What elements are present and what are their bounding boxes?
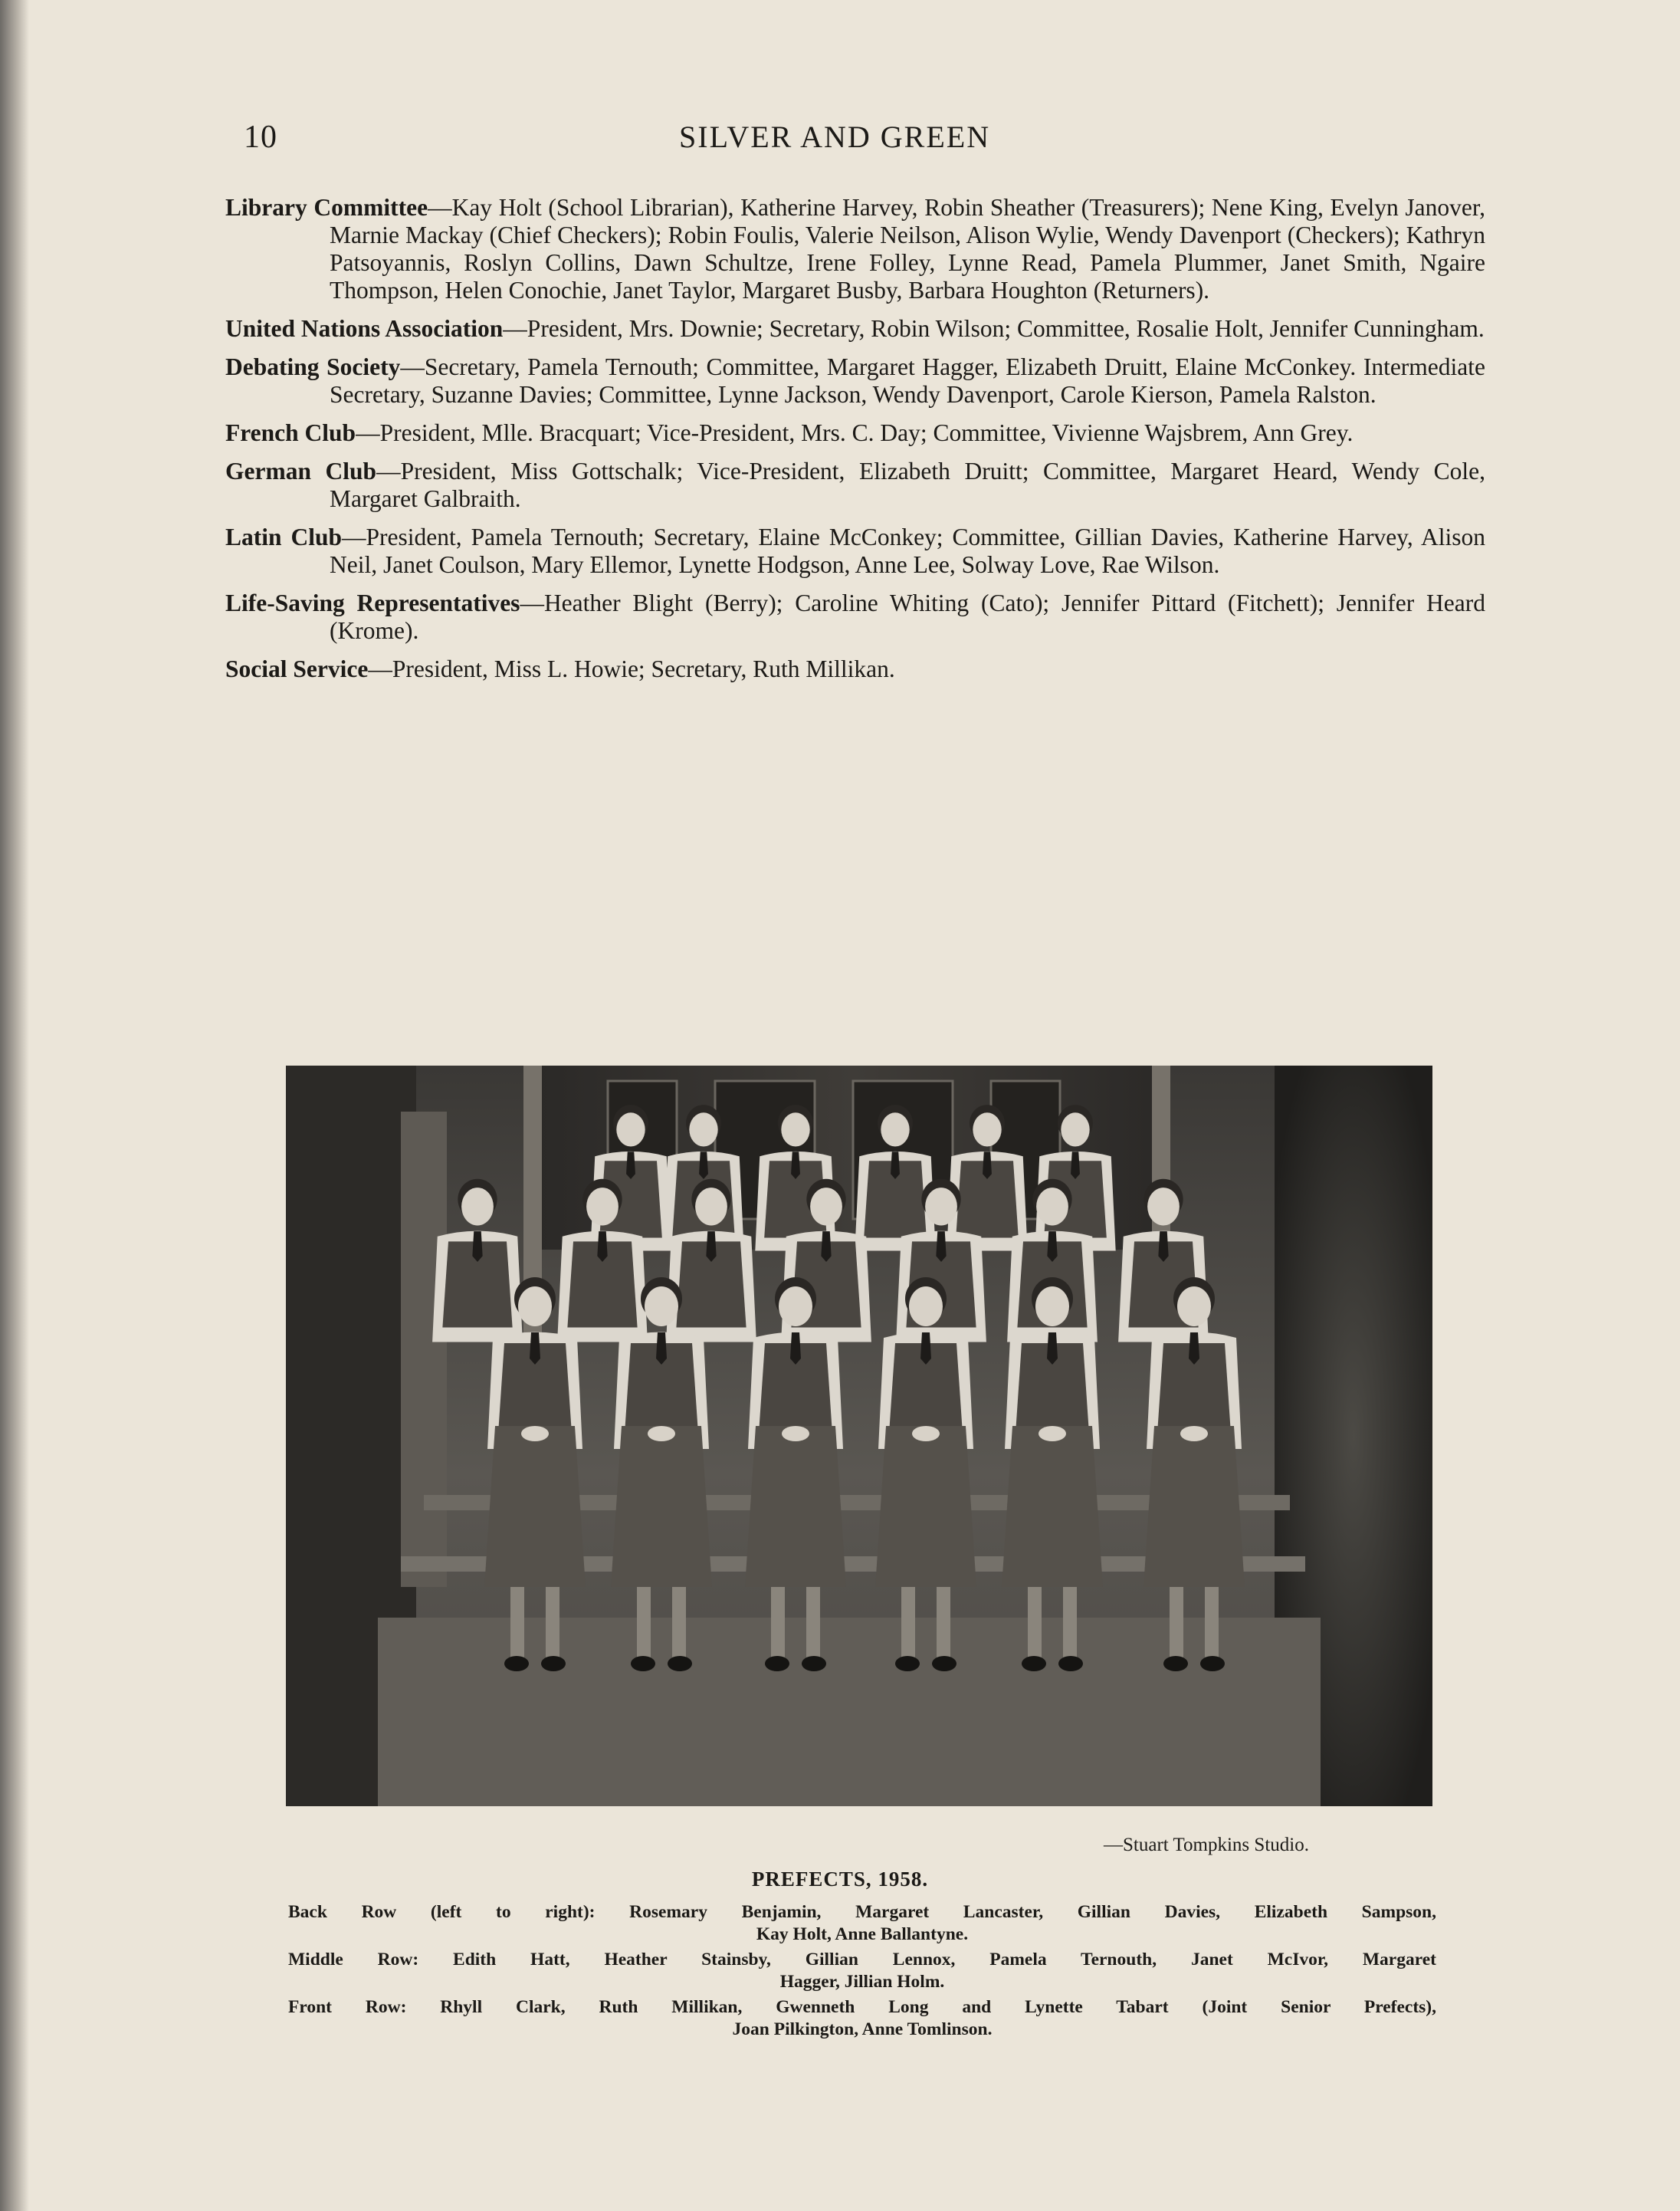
- entry-social-service: [225, 655, 1485, 683]
- entry-text: —President, Mrs. Downie; Secretary, Robin Wilson; Committee, Rosalie Holt, Jennifer Cunningham.: [503, 315, 1485, 342]
- entry-label: French Club: [225, 419, 356, 446]
- entry-label: German Club: [225, 458, 377, 485]
- entry-debating-society: [225, 353, 1485, 409]
- entry-label: Latin Club: [225, 524, 343, 550]
- entry-text: —President, Miss L. Howie; Secretary, Ruth Millikan.: [368, 655, 895, 682]
- caption-line: Back Row (left to right): Rosemary Benjamin, Margaret Lancaster, Gillian Davies, Elizabeth Sampson,: [288, 1902, 1436, 1922]
- entry-text: —President, Pamela Ternouth; Secretary, Elaine McConkey; Committee, Gillian Davies, Katherine Harvey, Alison Neil, Janet Coulson, Mary Ellemor, Lynette Hodgson, Anne Lee, Solway Love, Rae Wilson.: [330, 524, 1485, 578]
- prefects-group-photo: [286, 1066, 1432, 1806]
- entry-library-committee: [225, 194, 1485, 304]
- caption-title: PREFECTS, 1958.: [751, 1868, 929, 1891]
- entry-label: United Nations Association: [225, 315, 504, 342]
- caption-line: Hagger, Jillian Holm.: [779, 1972, 945, 1992]
- running-header: [0, 119, 1680, 165]
- entry-label: Life-Saving Representatives: [225, 590, 520, 616]
- photo-caption: [288, 1901, 1436, 2044]
- entry-latin-club: [225, 524, 1485, 579]
- entry-text: —President, Mlle. Bracquart; Vice-President, Mrs. C. Day; Committee, Vivienne Wajsbrem, Ann Grey.: [356, 419, 1354, 446]
- caption-line: Kay Holt, Anne Ballantyne.: [756, 1924, 969, 1944]
- entry-text: —Heather Blight (Berry); Caroline Whiting (Cato); Jennifer Pittard (Fitchett); Jennifer Heard (Krome).: [330, 590, 1485, 644]
- caption-line: Front Row: Rhyll Clark, Ruth Millikan, Gwenneth Long and Lynette Tabart (Joint Senior Prefects),: [288, 1997, 1436, 2017]
- page-number: 10: [244, 120, 277, 155]
- entry-text: —President, Miss Gottschalk; Vice-President, Elizabeth Druitt; Committee, Margaret Heard, Wendy Cole, Margaret Galbraith.: [330, 458, 1485, 512]
- running-title: SILVER AND GREEN: [679, 120, 991, 154]
- caption-line: Joan Pilkington, Anne Tomlinson.: [732, 2019, 993, 2039]
- entry-label: Debating Society: [225, 353, 401, 380]
- entry-label: Social Service: [225, 655, 369, 682]
- entry-life-saving-representatives: [225, 590, 1485, 645]
- club-listing: [225, 194, 1485, 694]
- entry-text: —Kay Holt (School Librarian), Katherine Harvey, Robin Sheather (Treasurers); Nene King, Evelyn Janover, Marnie Mackay (Chief Checkers); Robin Foulis, Valerie Neilson, Alison Wylie, Wendy Davenport (Checkers); Kathryn Patsoyannis, Roslyn Collins, Dawn Schultze, Irene Folley, Lynne Read, Pamela Plummer, Janet Smith, Ngaire Thompson, Helen Conochie, Janet Taylor, Margaret Busby, Barbara Houghton (Returners).: [330, 194, 1486, 304]
- entry-label: Library Committee: [225, 194, 428, 221]
- caption-middle-row: [288, 1949, 1436, 1993]
- photo-illustration: [286, 1066, 1432, 1806]
- entry-german-club: [225, 458, 1485, 513]
- caption-line: Middle Row: Edith Hatt, Heather Stainsby, Gillian Lennox, Pamela Ternouth, Janet McIvor, Margaret: [288, 1950, 1436, 1970]
- photo-credit: —Stuart Tompkins Studio.: [1104, 1835, 1309, 1855]
- caption-front-row: [288, 1996, 1436, 2041]
- caption-back-row: [288, 1901, 1436, 1946]
- entry-text: —Secretary, Pamela Ternouth; Committee, Margaret Hagger, Elizabeth Druitt, Elaine McConkey. Intermediate Secretary, Suzanne Davies; Committee, Lynne Jackson, Wendy Davenport, Carole Kierson, Pamela Ralston.: [330, 353, 1485, 408]
- entry-united-nations-association: [225, 315, 1485, 343]
- entry-french-club: [225, 419, 1485, 447]
